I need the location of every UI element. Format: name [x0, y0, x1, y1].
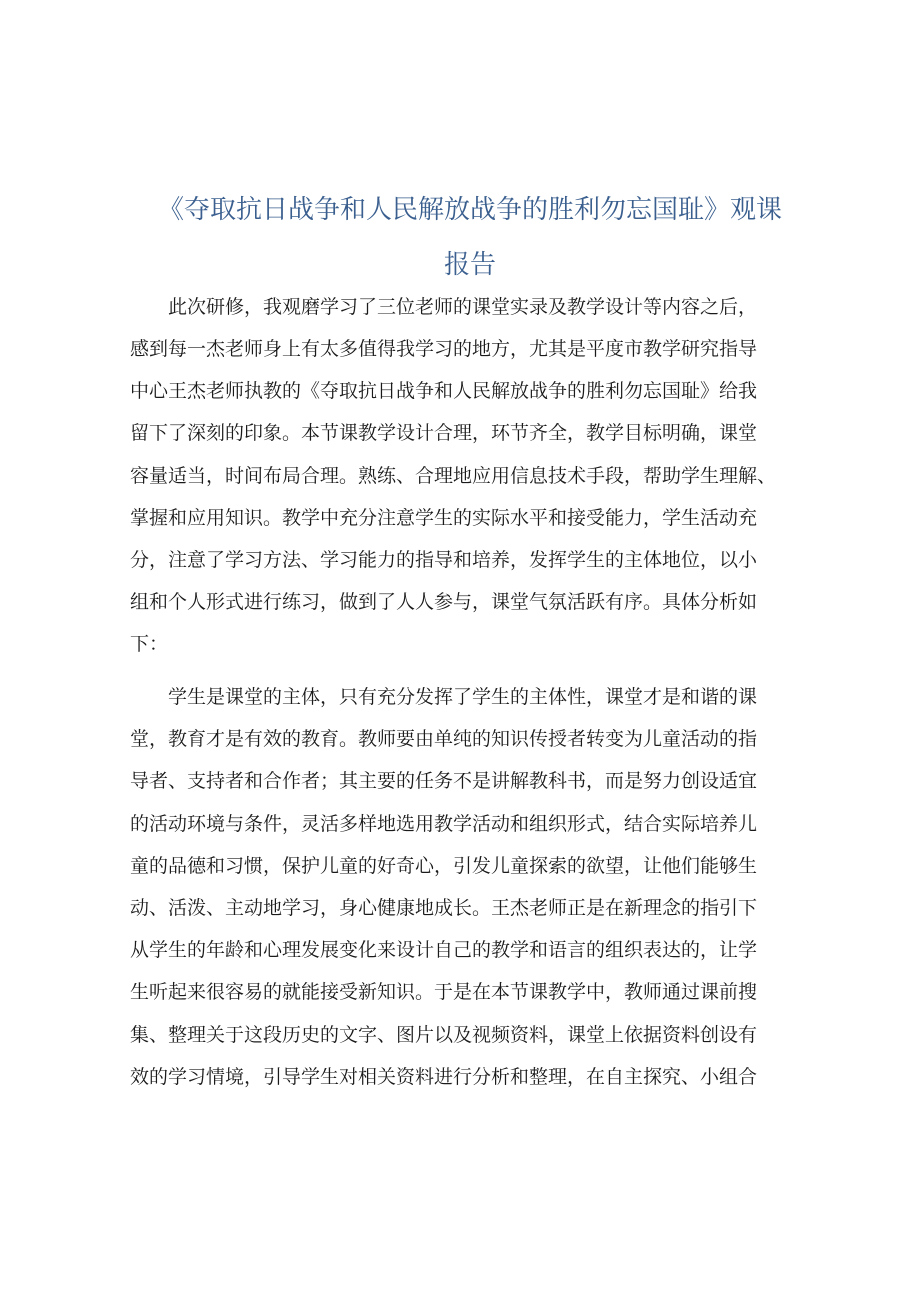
paragraph-line: 容量适当，时间布局合理。熟练、合理地应用信息技术手段，帮助学生理解、 — [130, 465, 777, 487]
paragraph-line: 感到每一杰老师身上有太多值得我学习的地方，尤其是平度市教学研究指导 — [130, 338, 758, 360]
paragraph-line: 留下了深刻的印象。本节课教学设计合理，环节齐全，教学目标明确，课堂 — [130, 422, 758, 444]
paragraph-line: 学生是课堂的主体，只有充分发挥了学生的主体性，课堂才是和谐的课 — [168, 686, 758, 708]
paragraph-line: 童的品德和习惯，保护儿童的好奇心，引发儿童探索的欲望，让他们能够生 — [130, 855, 758, 877]
paragraph-line: 生听起来很容易的就能接受新知识。于是在本节课教学中，教师通过课前搜 — [130, 981, 758, 1003]
paragraph-line: 效的学习情境，引导学生对相关资料进行分析和整理，在自主探究、小组合 — [130, 1066, 758, 1088]
paragraph-line: 集、整理关于这段历史的文字、图片以及视频资料，课堂上依据资料创设有 — [130, 1024, 758, 1046]
paragraph-line: 下： — [130, 633, 169, 655]
paragraph-line: 分，注意了学习方法、学习能力的指导和培养，发挥学生的主体地位，以小 — [130, 549, 758, 571]
paragraph-line: 中心王杰老师执教的《夺取抗日战争和人民解放战争的胜利勿忘国耻》给我 — [130, 380, 758, 402]
document-title-line-1: 《夺取抗日战争和人民解放战争的胜利勿忘国耻》观课 — [157, 195, 782, 225]
paragraph-line: 组和个人形式进行练习，做到了人人参与，课堂气氛活跃有序。具体分析如 — [130, 591, 758, 613]
paragraph-line: 的活动环境与条件，灵活多样地选用教学活动和组织形式，结合实际培养儿 — [130, 813, 758, 835]
paragraph-line: 此次研修，我观磨学习了三位老师的课堂实录及教学设计等内容之后， — [168, 296, 758, 318]
document-title-line-2: 报告 — [443, 250, 496, 280]
paragraph-line: 堂，教育才是有效的教育。教师要由单纯的知识传授者转变为儿童活动的指 — [130, 728, 758, 750]
paragraph-line: 从学生的年龄和心理发展变化来设计自己的教学和语言的组织表达的，让学 — [130, 939, 758, 961]
paragraph-line: 动、活泼、主动地学习，身心健康地成长。王杰老师正是在新理念的指引下 — [130, 897, 758, 919]
paragraph-line: 掌握和应用知识。教学中充分注意学生的实际水平和接受能力，学生活动充 — [130, 507, 758, 529]
paragraph-line: 导者、支持者和合作者；其主要的任务不是讲解教科书，而是努力创设适宜 — [130, 770, 758, 792]
